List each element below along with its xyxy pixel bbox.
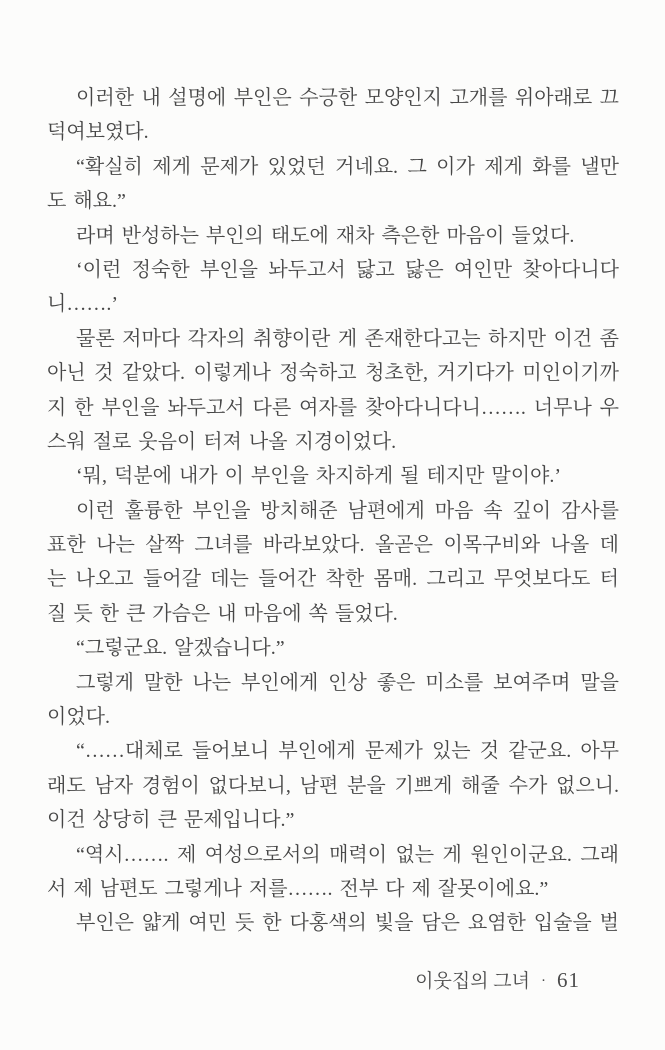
text-line: 래도 남자 경험이 없다보니, 남편 분을 기쁘게 해줄 수가 없으니. bbox=[47, 774, 619, 797]
page-number: 61 bbox=[557, 968, 580, 992]
text-line: 도 해요.” bbox=[47, 190, 126, 213]
text-line: 스워 절로 웃음이 터져 나올 지경이었다. bbox=[47, 430, 397, 453]
page-footer bbox=[0, 966, 580, 996]
text-line: “확실히 제게 문제가 있었던 거네요. 그 이가 제게 화를 낼만 bbox=[76, 155, 619, 178]
text-line: 그렇게 말한 나는 부인에게 인상 좋은 미소를 보여주며 말을 bbox=[76, 671, 619, 694]
body-text bbox=[47, 81, 619, 941]
text-line: 부인은 얇게 여민 듯 한 다홍색의 빛을 담은 요염한 입술을 벌 bbox=[76, 912, 619, 935]
text-line: 표한 나는 살짝 그녀를 바라보았다. 올곧은 이목구비와 나올 데 bbox=[47, 534, 619, 557]
text-line: 니…….’ bbox=[47, 293, 118, 316]
text-line: 덕여보였다. bbox=[47, 121, 149, 144]
footer-separator-dot: · bbox=[541, 973, 546, 989]
text-line: 는 나오고 들어갈 데는 들어간 착한 몸매. 그리고 무엇보다도 터 bbox=[47, 568, 619, 591]
text-line: “역시……. 제 여성으로서의 매력이 없는 게 원인이군요. 그래 bbox=[76, 843, 619, 866]
text-line: “……대체로 들어보니 부인에게 문제가 있는 것 같군요. 아무 bbox=[76, 740, 619, 763]
text-line: 아닌 것 같았다. 이렇게나 정숙하고 청초한, 거기다가 미인이기까 bbox=[47, 362, 619, 385]
text-line: 이었다. bbox=[47, 706, 110, 729]
text-line: 질 듯 한 큰 가슴은 내 마음에 쏙 들었다. bbox=[47, 602, 398, 625]
text-line: 물론 저마다 각자의 취향이란 게 존재한다고는 하지만 이건 좀 bbox=[76, 327, 619, 350]
text-line: 서 제 남편도 그렇게나 저를……. 전부 다 제 잘못이에요.” bbox=[47, 877, 549, 900]
text-line: “그렇군요. 알겠습니다.” bbox=[76, 637, 285, 660]
text-line: 이러한 내 설명에 부인은 수긍한 모양인지 고개를 위아래로 끄 bbox=[76, 87, 619, 109]
text-line: ‘이런 정숙한 부인을 놔두고서 닳고 닳은 여인만 찾아다니다 bbox=[76, 258, 619, 281]
text-line: 지 한 부인을 놔두고서 다른 여자를 찾아다니다니……. 너무나 우 bbox=[47, 396, 619, 419]
text-line: 이런 훌륭한 부인을 방치해준 남편에게 마음 속 깊이 감사를 bbox=[76, 499, 619, 522]
text-line: ‘뭐, 덕분에 내가 이 부인을 차지하게 될 테지만 말이야.’ bbox=[76, 465, 562, 488]
text-line: 이건 상당히 큰 문제입니다.” bbox=[47, 809, 295, 832]
text-line: 라며 반성하는 부인의 태도에 재차 측은한 마음이 들었다. bbox=[76, 224, 575, 247]
book-title: 이웃집의 그녀 bbox=[415, 971, 530, 992]
